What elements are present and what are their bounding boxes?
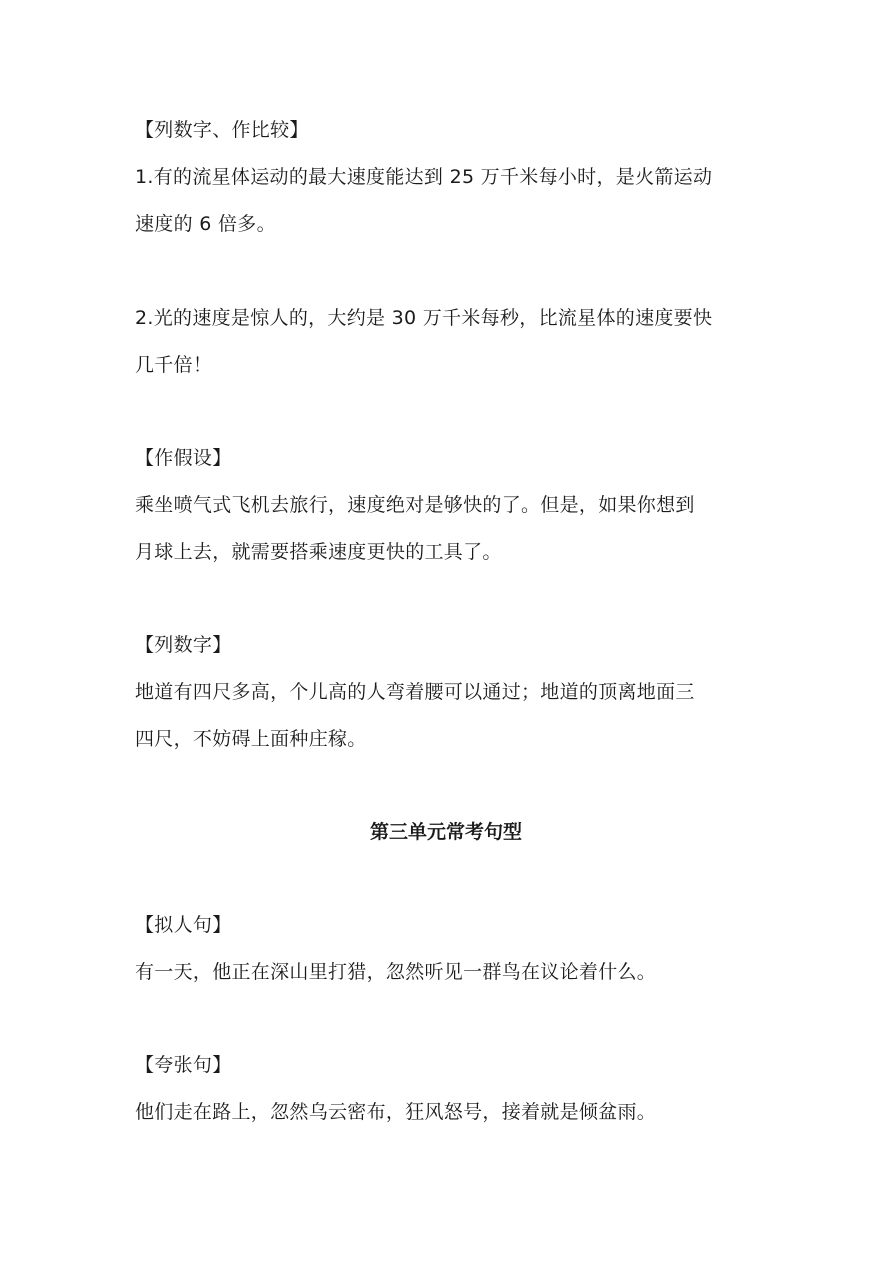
- section-tag-hypothesis: 【作假设】: [135, 447, 232, 469]
- paragraph-line: 速度的 6 倍多。: [135, 213, 276, 235]
- paragraph-line: 地道有四尺多高，个儿高的人弯着腰可以通过；地道的顶离地面三: [135, 681, 695, 703]
- paragraph-line: 2.光的速度是惊人的，大约是 30 万千米每秒，比流星体的速度要快: [135, 307, 713, 329]
- section-tag-personification: 【拟人句】: [135, 914, 232, 936]
- paragraph-line: 有一天，他正在深山里打猎，忽然听见一群鸟在议论着什么。: [135, 961, 657, 983]
- section-tag-list-numbers-compare: 【列数字、作比较】: [135, 119, 309, 141]
- paragraph-line: 四尺，不妨碍上面种庄稼。: [135, 728, 367, 750]
- paragraph-line: 1.有的流星体运动的最大速度能达到 25 万千米每小时，是火箭运动: [135, 166, 713, 188]
- paragraph-line: 几千倍！: [135, 354, 213, 376]
- unit-heading: 第三单元常考句型: [369, 821, 522, 843]
- paragraph-line: 月球上去，就需要搭乘速度更快的工具了。: [135, 541, 502, 563]
- section-tag-exaggeration: 【夸张句】: [135, 1054, 232, 1076]
- paragraph-line: 他们走在路上，忽然乌云密布，狂风怒号，接着就是倾盆雨。: [135, 1101, 657, 1123]
- section-tag-list-numbers: 【列数字】: [135, 634, 232, 656]
- paragraph-line: 乘坐喷气式飞机去旅行，速度绝对是够快的了。但是，如果你想到: [135, 494, 695, 516]
